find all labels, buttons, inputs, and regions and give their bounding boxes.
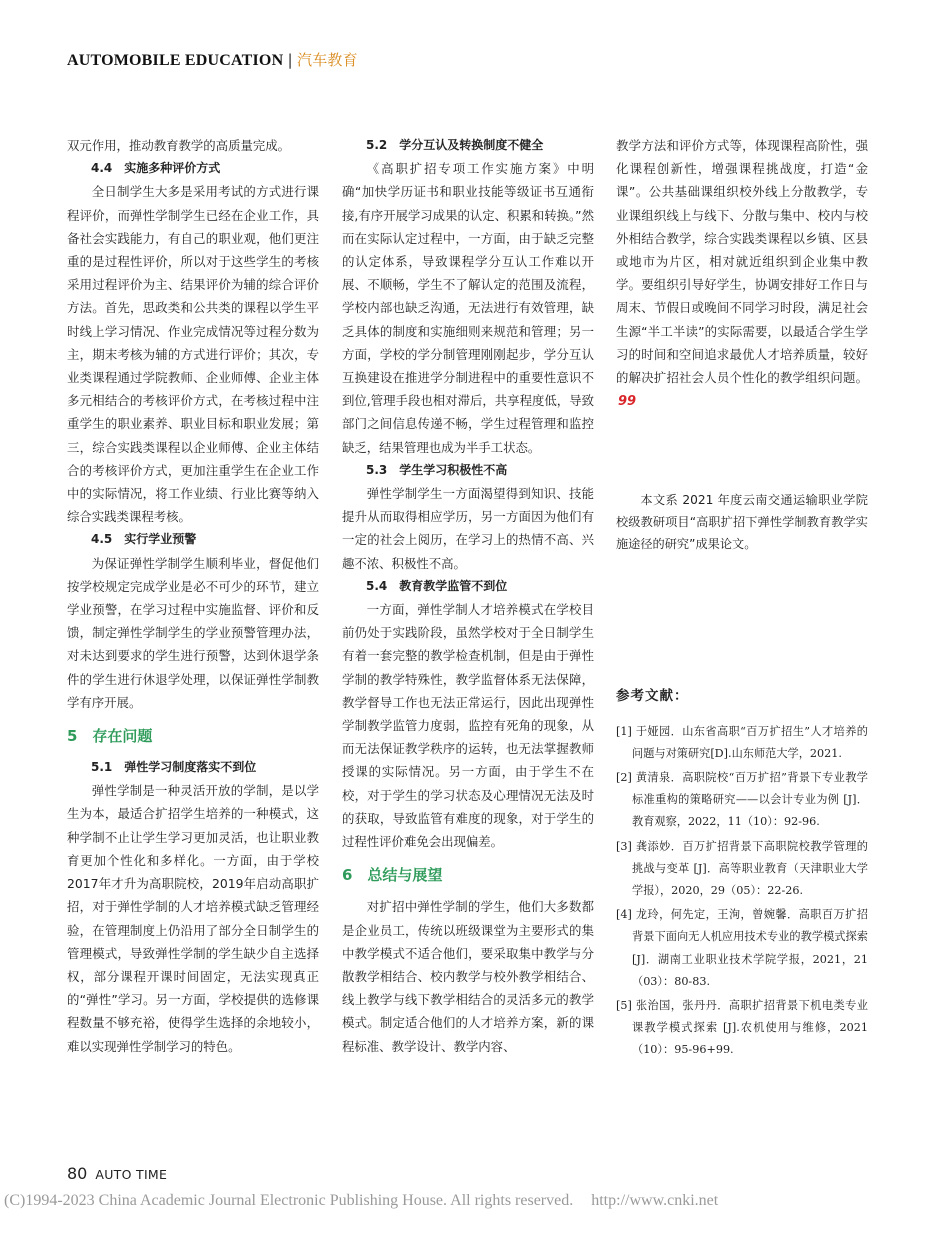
section-heading: 4.5 实行学业预警	[91, 532, 197, 547]
paragraph: 一方面，弹性学制人才培养模式在学校目前仍处于实践阶段，虽然学校对于全日制学生有着一套完整的教学检查机制，但是由于弹性学制的教学特殊性，教学监督体系无法保障，教学督导工作也无法正常运行，因此出现弹性学制教学监管力度弱，监控有死角的现象，从而无法保证教学秩序的运转，也无法掌握教师授课的实际情况。另一方面，由于学生不在校，对于学生的学习状态及心理情况无法及时的获取，导致监管有难度的现象，对于学生的过程性评价难免会出现偏差。	[342, 602, 594, 850]
reference-item: [2] 黄清泉．高职院校“百万扩招”背景下专业教学标准重构的策略研究——以会计专业为例 [J]．教育观察，2022，11（10）：92-96.	[616, 771, 868, 829]
header-journal-zh: 汽车教育	[297, 51, 358, 69]
column-right	[616, 134, 868, 1064]
reference-item: [1] 于娅园．山东省高职“百万扩招生”人才培养的问题与对策研究[D].山东师范大学，2021.	[616, 724, 868, 760]
chapter-heading: 5 存在问题	[67, 727, 153, 746]
header-separator: |	[287, 51, 294, 69]
copyright-text: (C)1994-2023 China Academic Journal Electronic Publishing House. All rights reserved.	[4, 1192, 574, 1209]
column-left	[67, 134, 319, 1058]
funding-note: 本文系 2021 年度云南交通运输职业学院校级教研项目“高职扩招下弹性学制教育教学实施途径的研究”成果论文。	[616, 493, 868, 552]
copyright-line	[4, 1192, 718, 1210]
section-heading: 5.3 学生学习积极性不高	[366, 462, 508, 477]
paragraph: 全日制学生大多是采用考试的方式进行课程评价，而弹性学制学生已经在企业工作，具备社会实践能力，有自己的职业观，他们更注重的是过程性评价，所以对于这些学生的考核采用过程评价为主、结果评价为辅的综合评价方法。首先，思政类和公共类的课程以学生平时线上学习情况、作业完成情况等过程分数为主，期末考核为辅的方式进行评价；其次，专业类课程通过学院教师、企业师傅、企业主体多元相结合的考核评价方式，在考核过程中注重学生的职业素养、职业目标和职业发展；第三，综合实践类课程以企业师傅、企业主体结合的考核评价方式，更加注重学生在企业工作中的实际情况，将工作业绩、行业比赛等纳入综合实践类课程考核。	[67, 184, 319, 525]
reference-item: [4] 龙玲，何先定，王洵，曾婉馨．高职百万扩招背景下面向无人机应用技术专业的教学模式探索 [J]．湖南工业职业技术学院学报，2021，21（03）：80-83.	[616, 908, 868, 988]
paragraph: 《高职扩招专项工作实施方案》中明确“加快学历证书和职业技能等级证书互通衔接,有序开展学习成果的认定、积累和转换。”然而在实际认定过程中，一方面，由于缺乏完整的认定体系，导致课程学分互认工作难以开展、不顺畅，学生不了解认定的范围及流程，学校内部也缺乏沟通，无法进行有效管理，缺乏具体的制度和实施细则来规范和管理；另一方面，学校的学分制管理刚刚起步，学分互认互换建设在推进学分制进程中的重要性意识不到位,管理手段也相对滞后，共享程度低，导致部门之间信息传递不畅，学生过程管理和监控缺乏，结果管理也成为半手工状态。	[342, 161, 594, 455]
paragraph: 为保证弹性学制学生顺利毕业，督促他们按学校规定完成学业是必不可少的环节，建立学业预警，在学习过程中实施监督、评价和反馈，制定弹性学制学生的学业预警管理办法，对未达到要求的学生进行预警，达到休退学条件的学生进行休退学处理，以保证弹性学制教学有序开展。	[67, 555, 319, 710]
header-journal-en: AUTOMOBILE EDUCATION	[67, 52, 284, 69]
footer-journal: AUTO TIME	[95, 1167, 168, 1182]
article-end-icon: 99	[618, 394, 637, 410]
reference-item: [3] 龚添妙．百万扩招背景下高职院校教学管理的挑战与变革 [J]．高等职业教育（天津职业大学学报），2020，29（05）：22-26.	[616, 839, 868, 898]
paragraph: 弹性学制学生一方面渴望得到知识、技能提升从而取得相应学历，另一方面因为他们有一定的社会上阅历，在学习上的热情不高、兴趣不浓、积极性不高。	[342, 486, 594, 571]
section-heading: 4.4 实施多种评价方式	[91, 161, 221, 176]
section-heading: 5.1 弹性学习制度落实不到位	[91, 760, 257, 775]
copyright-url: http://www.cnki.net	[591, 1192, 719, 1209]
paragraph	[616, 134, 868, 413]
page-footer	[67, 1164, 167, 1183]
reference-item: [5] 张治国，张丹丹．高职扩招背景下机电类专业课教学模式探索 [J].农机使用与维修，2021（10）：95-96+99.	[616, 999, 868, 1057]
chapter-heading: 6 总结与展望	[342, 866, 443, 885]
paragraph: 对扩招中弹性学制的学生，他们大多数都是企业员工，传统以班级课堂为主要形式的集中教学模式不适合他们，要采取集中教学与分散教学相结合、校内教学与校外教学相结合、线上教学与线下教学相结合的灵活多元的教学模式。制定适合他们的人才培养方案，新的课程标准、教学设计、教学内容、	[342, 899, 594, 1054]
section-heading: 5.2 学分互认及转换制度不健全	[366, 138, 544, 152]
paragraph-text: 教学方法和评价方式等，体现课程高阶性，强化课程创新性，增强课程挑战度，打造“金课”。公共基础课组织校外线上分散教学，专业课组织线上与线下、分散与集中、校内与校外相结合教学，综合实践类课程以乡镇、区县或地市为片区，相对就近组织到企业集中教学。要组织引导好学生，协调安排好工作日与周末、节假日或晚间不同学习时段，满足社会生源“半工半读”的实际需要，以最适合学生学习的时间和空间追求最优人才培养质量，较好的解决扩招社会人员个性化的教学组织问题。	[616, 138, 868, 386]
paragraph: 双元作用，推动教育教学的高质量完成。	[67, 138, 291, 153]
section-heading: 5.4 教育教学监管不到位	[366, 578, 508, 593]
page-number: 80	[67, 1164, 88, 1183]
paragraph: 弹性学制是一种灵活开放的学制，是以学生为本，最适合扩招学生培养的一种模式，这种学制不止让学生学习更加灵活，也让职业教育更加个性化和多样化。一方面，由于学校2017年才升为高职院校，2019年启动高职扩招，对于弹性学制的人才培养模式缺乏管理经验，在管理制度上仍沿用了部分全日制学生的管理模式，导致弹性学制的学生缺少自主选择权，部分课程开课时间固定，无法实现真正的“弹性”学习。另一方面，学校提供的选修课程数量不够充裕，使得学生选择的余地较小，难以实现弹性学制学习的特色。	[67, 783, 319, 1054]
references-title: 参考文献：	[616, 688, 689, 705]
running-header	[67, 49, 358, 70]
column-middle	[342, 134, 594, 1058]
